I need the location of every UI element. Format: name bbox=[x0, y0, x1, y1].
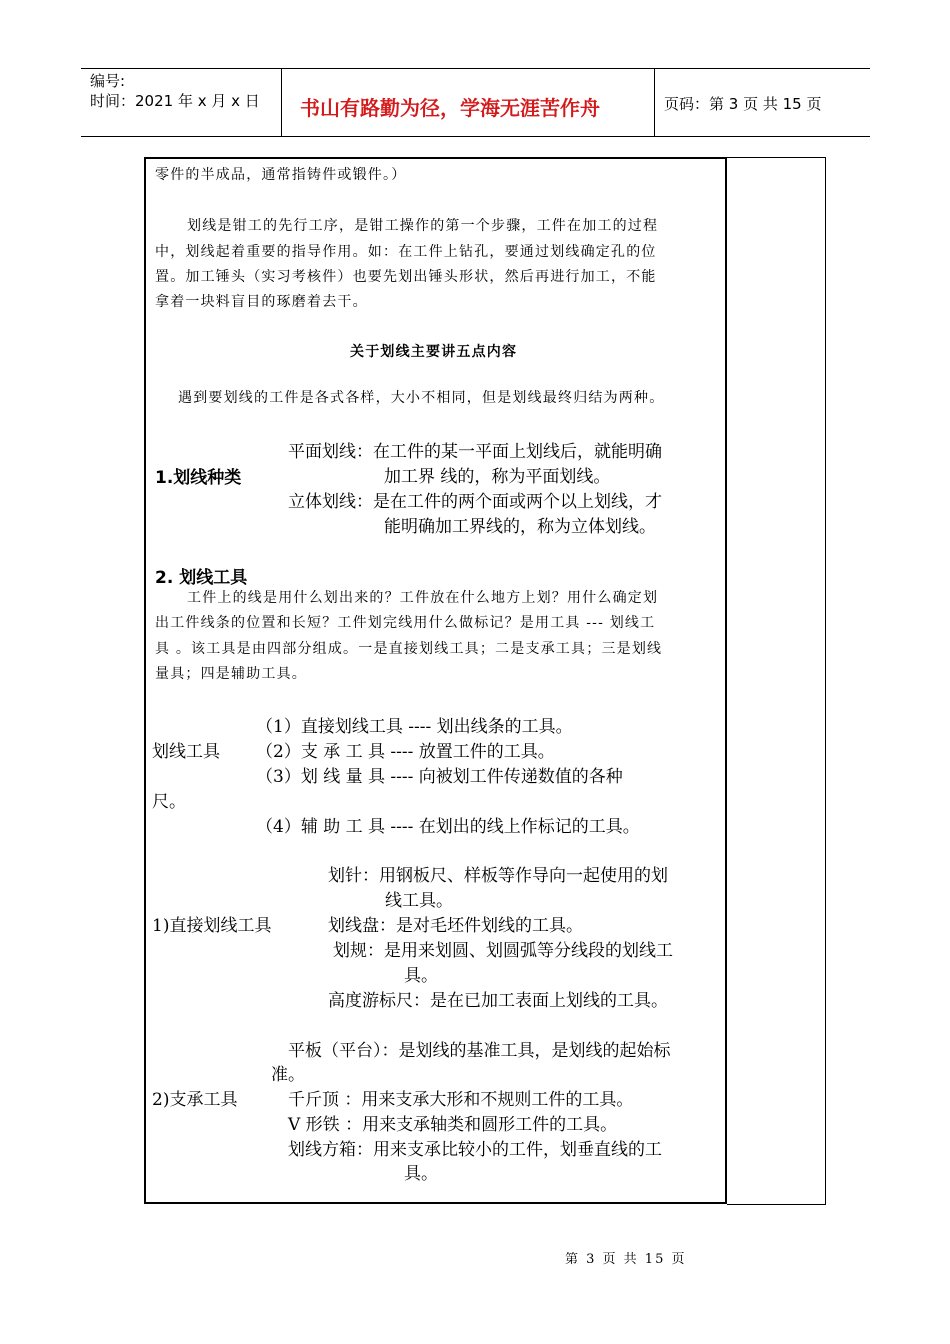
paragraph-line: 划线是钳工的先行工序，是钳工操作的第一个步骤，工件在加工的过程 bbox=[187, 218, 659, 234]
tool-item: （2）支 承 工 具 ---- 放置工件的工具。 bbox=[256, 742, 555, 762]
support-tool-line: 具。 bbox=[404, 1164, 438, 1184]
paragraph-line: 量具；四是辅助工具。 bbox=[155, 666, 307, 682]
support-tool-line: 平板（平台）：是划线的基准工具，是划线的起始标 bbox=[288, 1041, 671, 1061]
paragraph-line: 拿着一块料盲目的琢磨着去干。 bbox=[155, 294, 368, 310]
paragraph-line: 具 。该工具是由四部分组成。一是直接划线工具；二是支承工具；三是划线 bbox=[155, 641, 663, 657]
support-tool-line: 准。 bbox=[271, 1065, 305, 1085]
paragraph-line: 出工件线条的位置和长短？工件划完线用什么做标记？是用工具 --- 划线工 bbox=[155, 615, 656, 631]
section-2-heading: 2. 划线工具 bbox=[155, 568, 248, 588]
paragraph-line: 零件的半成品，通常指铸件或锻件。） bbox=[155, 167, 407, 183]
intro-line: 遇到要划线的工件是各式各样，大小不相同，但是划线最终归结为两种。 bbox=[178, 390, 665, 406]
tools-label: 划线工具 bbox=[152, 742, 220, 762]
page-footer: 第 3 页 共 15 页 bbox=[565, 1252, 687, 1267]
doc-number-label: 编号: bbox=[90, 72, 126, 90]
side-column-bottom bbox=[727, 1204, 826, 1205]
plane-marking-line: 加工界 线的，称为平面划线。 bbox=[384, 467, 611, 487]
direct-tool-line: 高度游标尺：是在已加工表面上划线的工具。 bbox=[328, 991, 668, 1011]
support-tool-line: V 形铁 ：用来支承轴类和圆形工件的工具。 bbox=[288, 1115, 618, 1135]
paragraph-line: 中，划线起着重要的指导作用。如：在工件上钻孔，要通过划线确定孔的位 bbox=[155, 244, 657, 260]
support-tool-line: 划线方箱：用来支承比较小的工件，划垂直线的工 bbox=[288, 1140, 662, 1160]
direct-tool-line: 线工具。 bbox=[385, 891, 453, 911]
side-column-right bbox=[825, 157, 826, 1204]
section-1-heading: 1.划线种类 bbox=[155, 468, 242, 488]
header-divider bbox=[281, 68, 282, 136]
header-motto: 书山有路勤为径，学海无涯苦作舟 bbox=[300, 96, 600, 120]
direct-tool-line: 具。 bbox=[404, 966, 438, 986]
side-column-top bbox=[727, 157, 826, 158]
plane-marking-line: 平面划线：在工件的某一平面上划线后，就能明确 bbox=[288, 442, 662, 462]
tool-item: （1）直接划线工具 ---- 划出线条的工具。 bbox=[256, 717, 573, 737]
direct-tool-line: 划线盘：是对毛坯件划线的工具。 bbox=[328, 916, 583, 936]
header-page-info: 页码：第 3 页 共 15 页 bbox=[664, 95, 822, 113]
direct-tools-label: 1)直接划线工具 bbox=[152, 916, 272, 936]
direct-tool-line: 划针：用钢板尺、样板等作导向一起使用的划 bbox=[328, 866, 668, 886]
tool-item: （4）辅 助 工 具 ---- 在划出的线上作标记的工具。 bbox=[256, 817, 640, 837]
paragraph-line: 置。加工锤头（实习考核件）也要先划出锤头形状，然后再进行加工，不能 bbox=[155, 269, 657, 285]
support-tools-label: 2)支承工具 bbox=[152, 1090, 238, 1110]
paragraph-line: 工件上的线是用什么划出来的？工件放在什么地方上划？用什么确定划 bbox=[187, 590, 659, 606]
tool-item: （3）划 线 量 具 ---- 向被划工件传递数值的各种 bbox=[256, 767, 623, 787]
section-title: 关于划线主要讲五点内容 bbox=[350, 344, 518, 360]
solid-marking-line: 立体划线：是在工件的两个面或两个以上划线，才 bbox=[288, 492, 662, 512]
doc-time-label: 时间：2021 年 x 月 x 日 bbox=[90, 92, 260, 110]
header-divider bbox=[654, 68, 655, 136]
direct-tool-line: 划规：是用来划圆、划圆弧等分线段的划线工 bbox=[333, 941, 673, 961]
solid-marking-line: 能明确加工界线的，称为立体划线。 bbox=[384, 517, 656, 537]
support-tool-line: 千斤顶 ：用来支承大形和不规则工件的工具。 bbox=[288, 1090, 634, 1110]
tool-item-cont: 尺。 bbox=[152, 792, 186, 812]
